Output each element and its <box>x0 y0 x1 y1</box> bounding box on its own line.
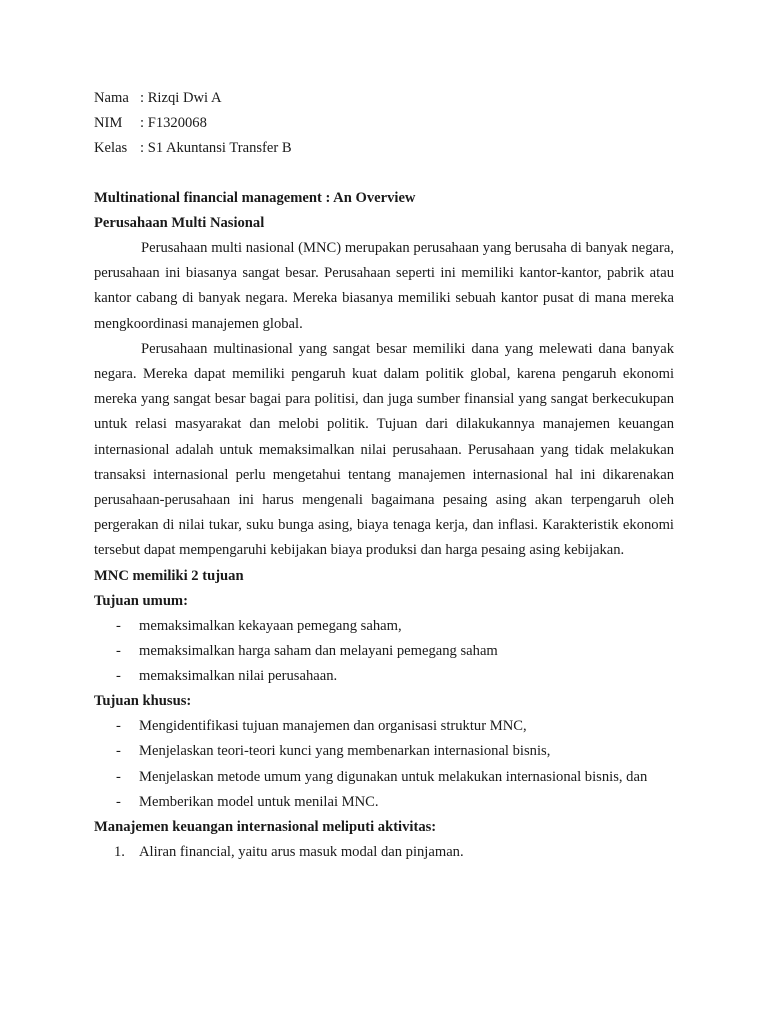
list-item-text: Menjelaskan metode umum yang digunakan untuk melakukan internasional bisnis, dan <box>139 768 648 785</box>
identity-class-value: : S1 Akuntansi Transfer B <box>140 140 292 156</box>
identity-nim-row <box>94 111 674 136</box>
bullet-marker: - <box>116 668 121 685</box>
spacer <box>94 161 674 186</box>
list-item-text: Mengidentifikasi tujuan manajemen dan organisasi struktur MNC, <box>139 718 527 735</box>
list-item-text: Memberikan model untuk menilai MNC. <box>139 793 379 810</box>
identity-nim-label: NIM <box>94 115 123 131</box>
identity-nim-value: : F1320068 <box>140 115 207 131</box>
subheading-specific-goals: Tujuan khusus: <box>94 693 192 710</box>
document-title: Multinational financial management : An Overview <box>94 190 416 206</box>
section-heading-activities: Manajemen keuangan internasional meliputi aktivitas: <box>94 819 437 836</box>
list-item <box>94 614 674 639</box>
bullet-marker: - <box>116 793 121 810</box>
paragraph-2: Perusahaan multinasional yang sangat besar memiliki dana yang melewati dana banyak negara. Mereka dapat memiliki pengaruh kuat dalam politik global, karena pengaruh ekonomi mereka yang sangat besar bagai para politisi, dan juga sumber finansial yang sangat berkecukupan untuk relasi masyarakat dan melobi politik. Tujuan dari dilakukannya manajemen keuangan internasional adalah untuk memaksimalkan nilai perusahaan. Perusahaan yang tidak melakukan transaksi internasional perlu mengetahui tentang manajemen internasional hal ini dikarenakan perusahaan-perusahaan ini harus mengenali bagaimana pesaing asing akan terpengaruh oleh pergerakan di nilai tukar, suku bunga asing, biaya tenaga kerja, dan inflasi. Karakteristik ekonomi tersebut dapat mempengaruhi kebijakan biaya produksi dan harga pesaing asing kebijakan. <box>94 340 674 559</box>
list-item <box>94 714 674 739</box>
general-goals-list <box>94 614 674 690</box>
activities-list <box>94 840 674 865</box>
list-item-text: memaksimalkan nilai perusahaan. <box>139 668 338 685</box>
paragraph-1: Perusahaan multi nasional (MNC) merupakan perusahaan yang berusaha di banyak negara, perusahaan ini biasanya sangat besar. Perusahaan seperti ini memiliki kantor-kantor, pabrik atau kantor cabang di banyak negara. Mereka biasanya memiliki sebuah kantor pusat di mana mereka mengkoordinasi manajemen global. <box>94 240 674 332</box>
list-item <box>94 664 674 689</box>
bullet-marker: - <box>116 743 121 760</box>
list-item-text: Menjelaskan teori-teori kunci yang membenarkan internasional bisnis, <box>139 743 551 760</box>
document-page <box>94 86 674 865</box>
bullet-marker: - <box>116 768 121 785</box>
list-item <box>94 765 674 790</box>
identity-name-value: : Rizqi Dwi A <box>140 90 222 106</box>
section-heading-mnc: Perusahaan Multi Nasional <box>94 215 265 231</box>
list-item <box>94 840 674 865</box>
list-item <box>94 639 674 664</box>
bullet-marker: - <box>116 718 121 735</box>
bullet-marker: - <box>116 642 121 659</box>
list-item <box>94 790 674 815</box>
list-item <box>94 739 674 764</box>
section-heading-goals: MNC memiliki 2 tujuan <box>94 567 244 584</box>
subheading-general-goals: Tujuan umum: <box>94 592 188 609</box>
bullet-marker: - <box>116 617 121 634</box>
identity-class-row <box>94 136 674 161</box>
specific-goals-list <box>94 714 674 815</box>
list-item-text: memaksimalkan harga saham dan melayani pemegang saham <box>139 642 498 659</box>
identity-name-label: Nama <box>94 90 129 106</box>
list-item-text: memaksimalkan kekayaan pemegang saham, <box>139 617 402 634</box>
number-marker: 1. <box>114 844 125 861</box>
identity-class-label: Kelas <box>94 140 128 156</box>
list-item-text: Aliran financial, yaitu arus masuk modal dan pinjaman. <box>139 844 464 861</box>
identity-name-row <box>94 86 674 111</box>
